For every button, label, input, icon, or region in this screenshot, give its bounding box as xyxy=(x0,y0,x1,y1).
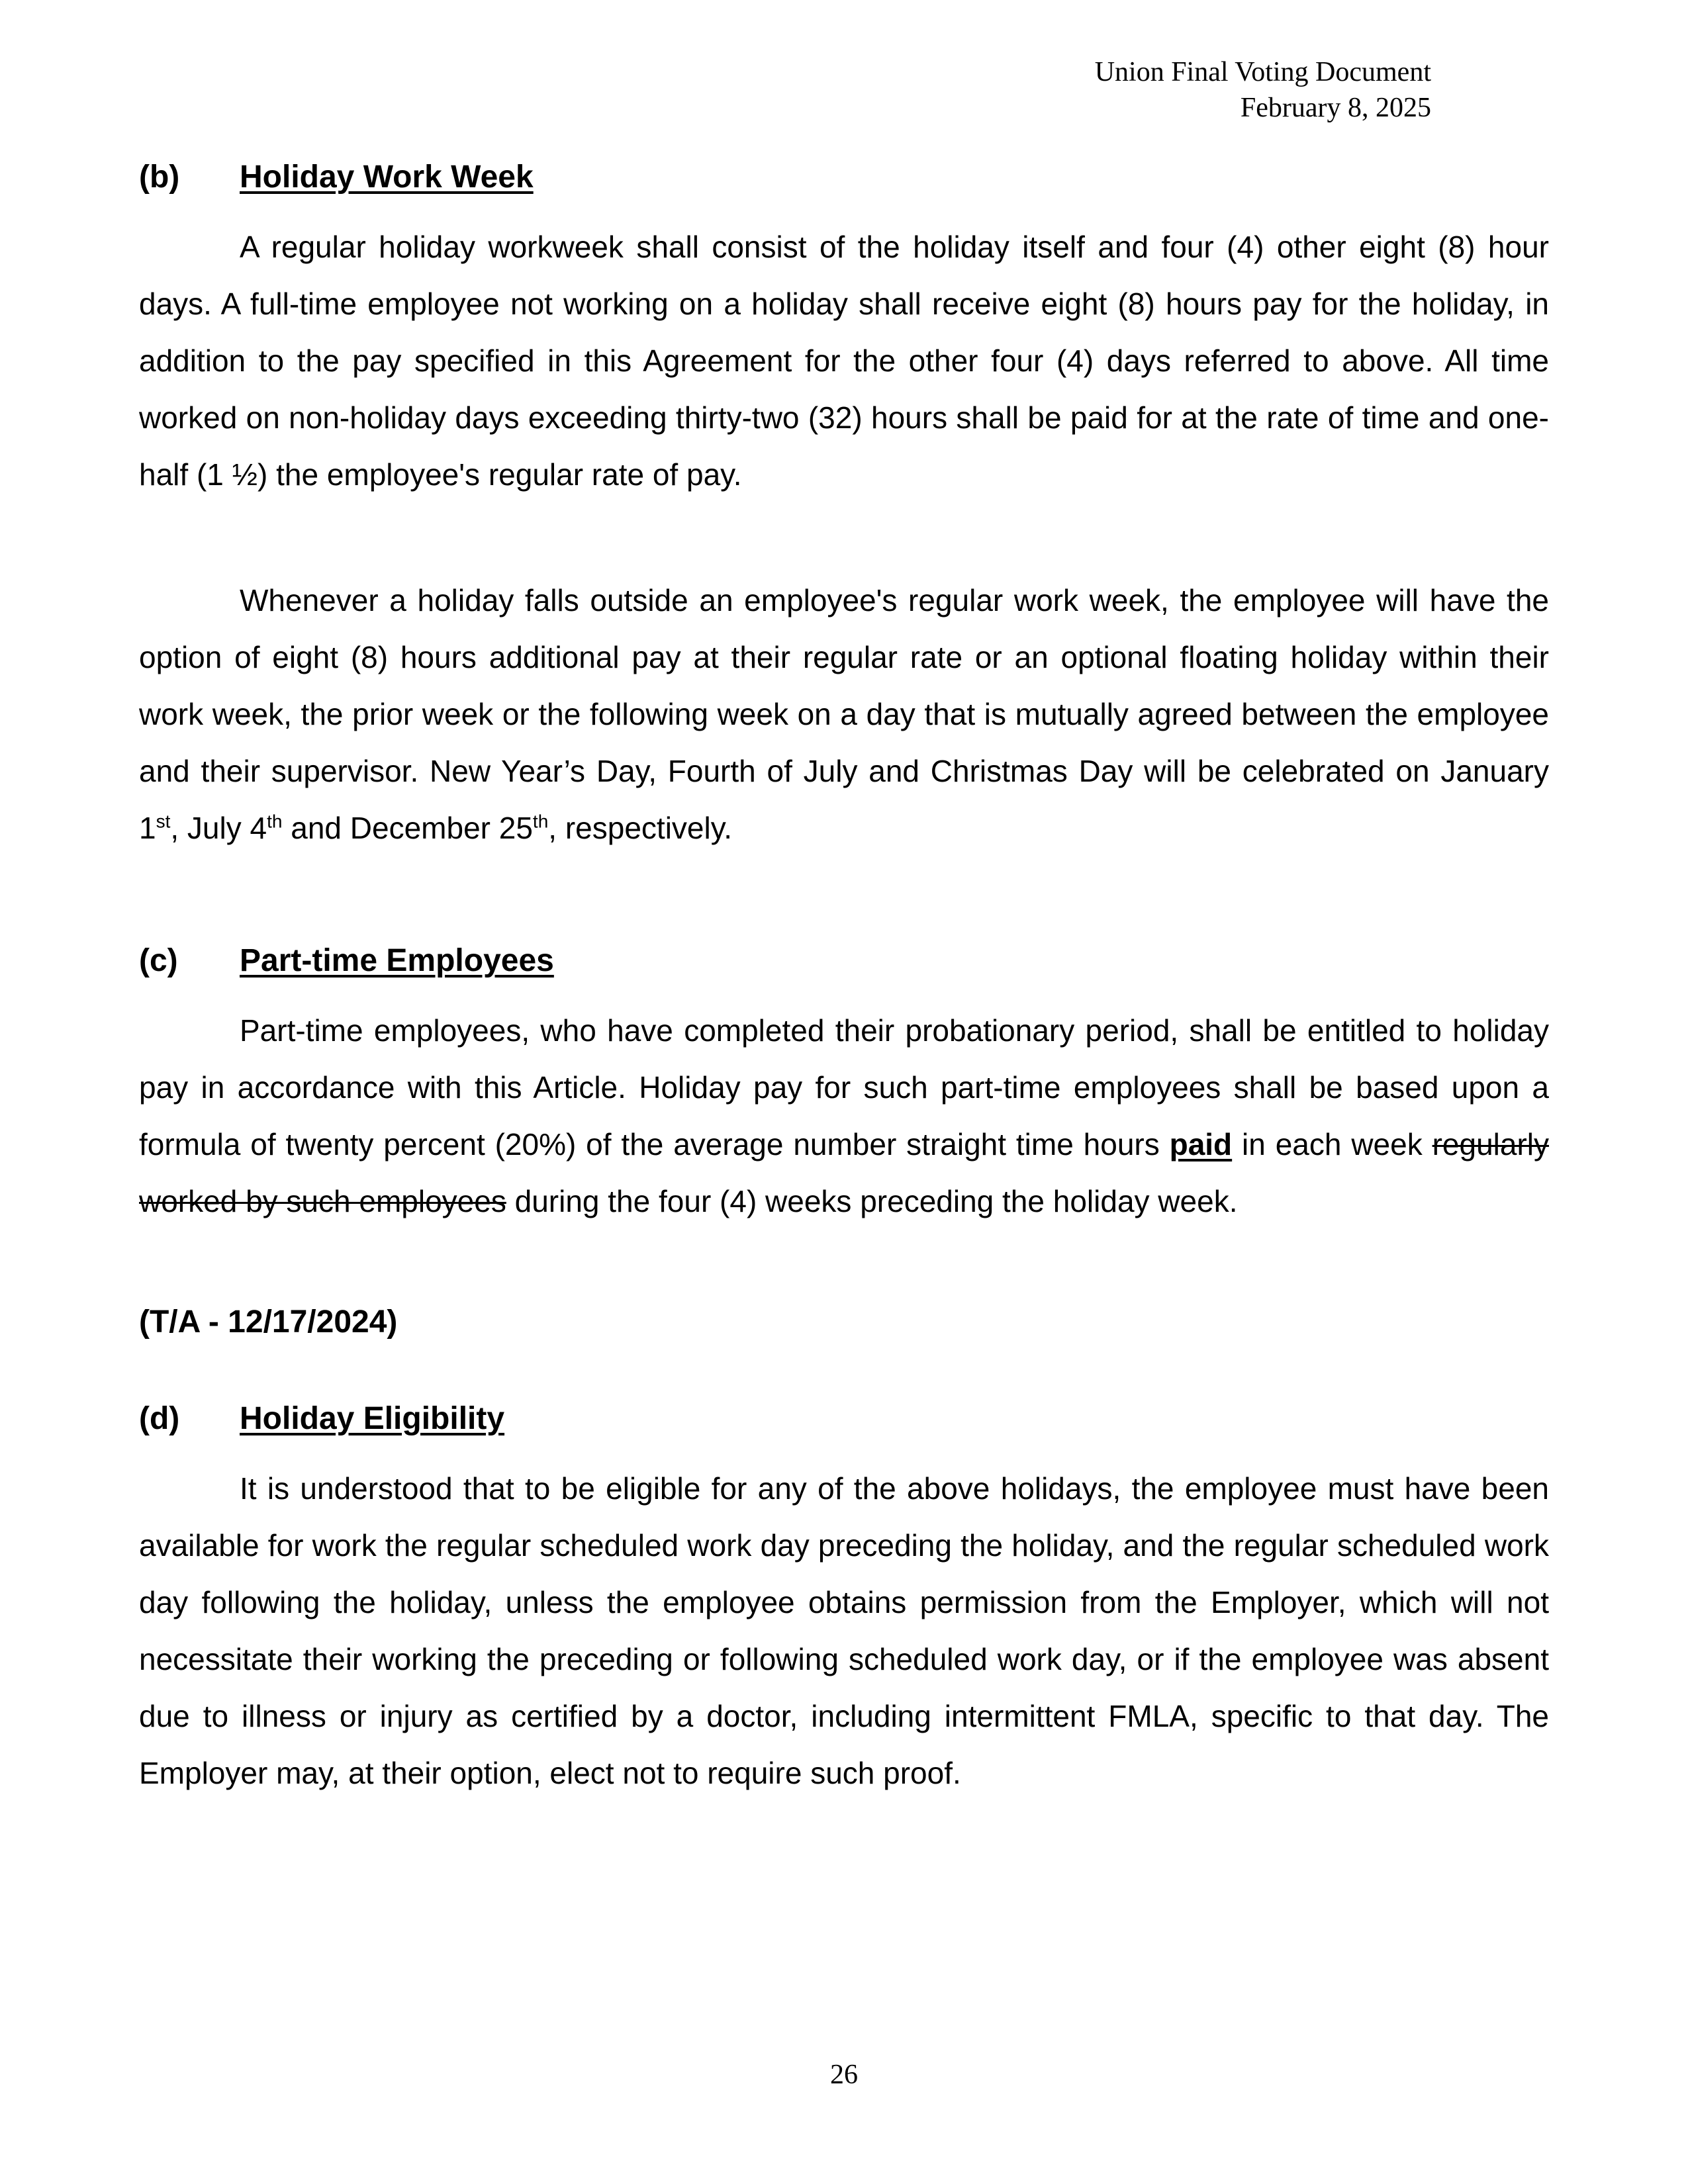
section-b-title: Holiday Work Week xyxy=(240,159,534,195)
inserted-text-paid: paid xyxy=(1169,1127,1233,1161)
section-c-paragraph-text: in each week xyxy=(1232,1127,1432,1161)
page-number: 26 xyxy=(830,2060,858,2090)
section-d-paragraph: It is understood that to be eligible for any of the above holidays, the employee must have been available for work the regular scheduled work day preceding the holiday, and the regular scheduled work day following the holiday, unless the employee obtains permission from the Employer, which will not necessitate their working the preceding or following scheduled work day, or if the employee was absent due to illness or injury as certified by a doctor, including intermittent FMLA, specific to that day. The Employer may, at their option, elect not to require such proof. xyxy=(139,1471,1549,1790)
header-document-date: February 8, 2025 xyxy=(1240,93,1431,123)
document-header xyxy=(835,54,1431,126)
tentative-agreement-note: (T/A - 12/17/2024) xyxy=(139,1304,398,1340)
section-b-paragraph-2 xyxy=(139,572,1549,856)
section-c-heading xyxy=(139,941,1549,981)
section-b-paragraph-2-text: Whenever a holiday falls outside an employee's regular work week, the employee will have the option of eight (8) hours additional pay at their regular rate or an optional floating holiday within their work week, the prior week or the following week on a day that is mutually agreed between the employee and their supervisor. New Year’s Day, Fourth of July and Christmas Day will be celebrated on January 1 xyxy=(139,583,1549,845)
section-c-title: Part-time Employees xyxy=(240,943,554,978)
section-c-paragraph-text: during the four (4) weeks preceding the holiday week. xyxy=(506,1184,1238,1218)
section-c-letter: (c) xyxy=(139,943,178,978)
section-c-paragraph-text: Part-time employees, who have completed their probationary period, shall be entitled to holiday pay in accordance with this Article. Holiday pay for such part-time employees shall be based upon a formula of twenty percent (20%) of the average number straight time hours xyxy=(139,1013,1549,1161)
struck-through-text: regularly worked by such employees xyxy=(139,1127,1549,1218)
section-d-title: Holiday Eligibility xyxy=(240,1401,505,1436)
section-c xyxy=(139,941,1549,1230)
section-b xyxy=(139,158,1549,856)
section-b-paragraph-1: A regular holiday workweek shall consist of the holiday itself and four (4) other eight (8) hour days. A full-time employee not working on a holiday shall receive eight (8) hours pay for the holiday, in addition to the pay specified in this Agreement for the other four (4) days referred to above. All time worked on non-holiday days exceeding thirty-two (32) hours shall be paid for at the rate of time and one-half (1 ½) the employee's regular rate of pay. xyxy=(139,230,1549,492)
section-b-heading xyxy=(139,158,1549,197)
header-document-title: Union Final Voting Document xyxy=(1094,57,1431,87)
section-d-heading xyxy=(139,1399,1549,1439)
section-b-paragraph-2-text: and December 25 xyxy=(282,811,533,845)
superscript-th: th xyxy=(532,811,549,832)
section-b-letter: (b) xyxy=(139,159,180,195)
superscript-st: st xyxy=(156,811,171,832)
superscript-th: th xyxy=(267,811,283,832)
section-b-paragraph-2-text: , July 4 xyxy=(170,811,267,845)
section-b-paragraph-2-text: , respectively. xyxy=(548,811,733,845)
section-d xyxy=(139,1399,1549,1801)
section-d-letter: (d) xyxy=(139,1401,180,1436)
section-c-paragraph xyxy=(139,1002,1549,1230)
